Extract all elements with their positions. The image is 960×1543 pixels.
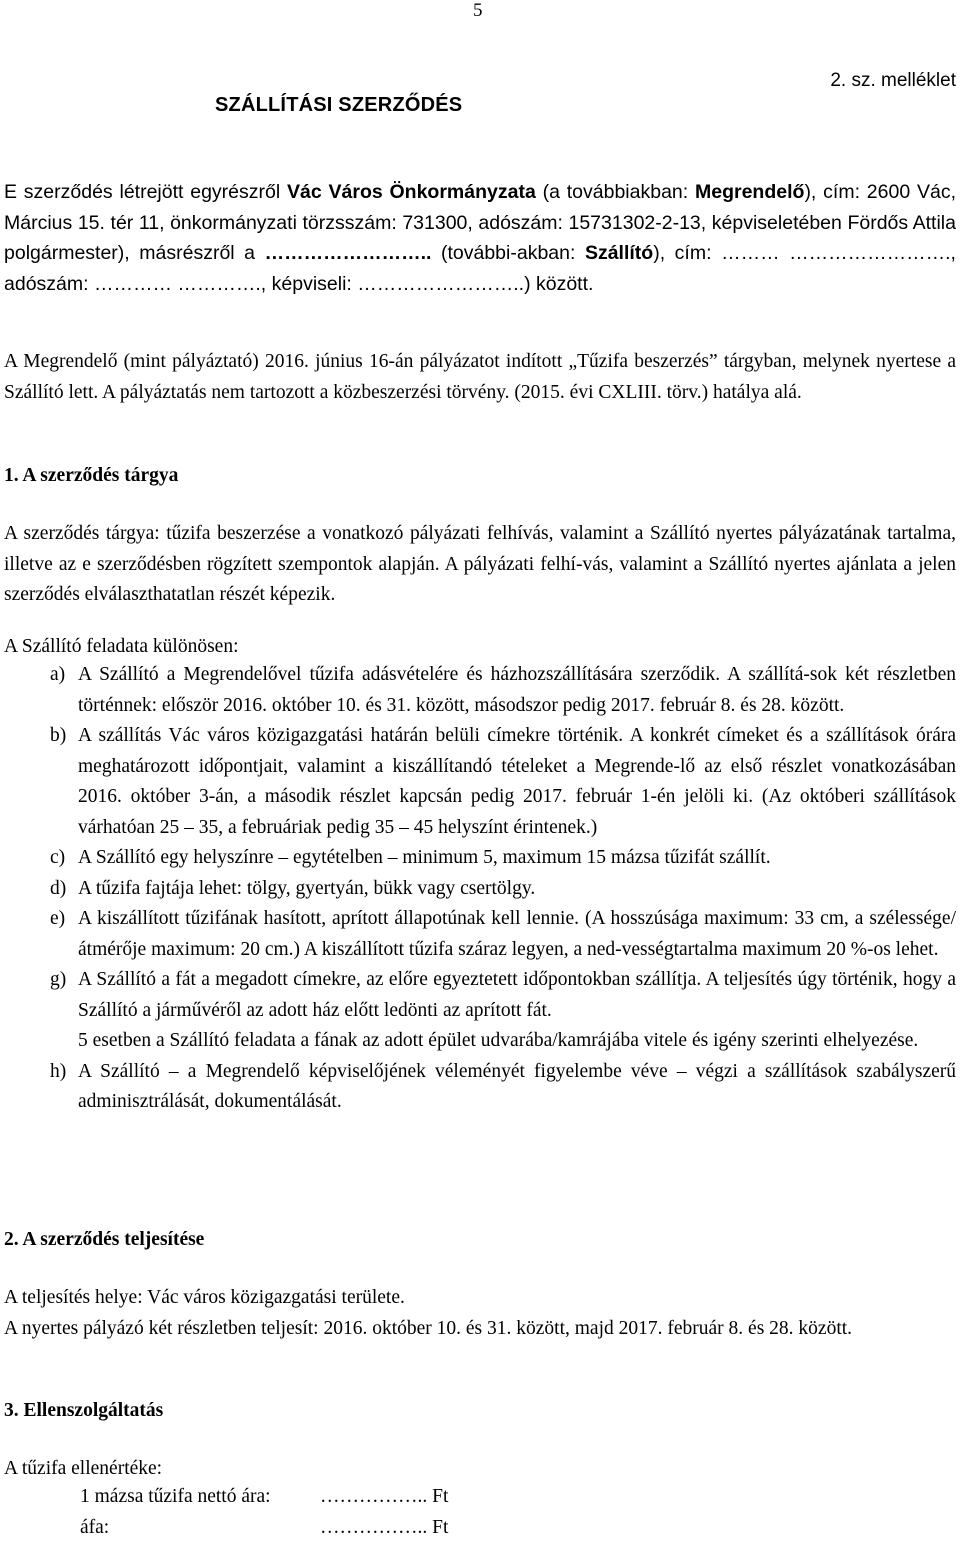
intro-text: E szerződés létrejött egyrészről — [4, 181, 287, 203]
item-text: A Szállító a Megrendelővel tűzifa adásvételére és házhozszállítására szerződik. A szállítá-sok két részletben történnek: először 2016. október 10. és 31. között, másodszor pedig 2017. február 8. és 28. között. — [78, 660, 956, 721]
supplier-role: Szállító — [585, 242, 653, 264]
section-1-heading: 1. A szerződés tárgya — [4, 461, 956, 492]
section-3-heading: 3. Ellenszolgáltatás — [4, 1396, 956, 1427]
client-role: Megrendelő — [695, 181, 804, 203]
price-value: …………….. Ft — [320, 1517, 448, 1538]
list-item — [50, 1057, 956, 1118]
item-text: A Szállító a fát a megadott címekre, az előre egyeztetett időpontokban szállítja. A teljesítés úgy történik, hogy a Szállító a járművéről az adott ház előtt ledönti az aprított fát. — [78, 969, 956, 1021]
item-label: d) — [50, 874, 78, 905]
schedule-text: A nyertes pályázó két részletben teljesít: 2016. október 10. és 31. között, majd 2017. február 8. és 28. között. — [4, 1314, 956, 1345]
price-row — [80, 1513, 448, 1543]
list-item — [50, 874, 956, 905]
annex-label: 2. sz. melléklet — [830, 70, 956, 92]
tasks-list — [50, 660, 956, 1118]
list-item — [50, 721, 956, 843]
item-label: a) — [50, 660, 78, 721]
intro-text: ), cím: ……… ……………………., adószám: ………… …………., képviseli: ……………………..) között. — [4, 242, 956, 295]
item-text: A Szállító – a Megrendelő képviselőjének véleményét figyelembe véve – végzi a szállítások szabályszerű adminisztrálását, dokumentálását. — [78, 1057, 956, 1118]
section-2-heading: 2. A szerződés teljesítése — [4, 1225, 956, 1256]
document-title: SZÁLLÍTÁSI SZERZŐDÉS — [215, 94, 462, 117]
list-item — [50, 843, 956, 874]
item-extra-text: 5 esetben a Szállító feladata a fának az adott épület udvarába/kamrájába vitele és igény szerinti elhelyezése. — [78, 1030, 918, 1051]
section-1-body — [4, 519, 956, 611]
tender-paragraph — [4, 347, 956, 408]
item-text: A kiszállított tűzifának hasított, aprított állapotúnak kell lennie. (A hosszúsága maximum: 33 cm, a szélessége/átmérője maximum: 20 cm.) A kiszállított tűzifa száraz legyen, a ned-vességtartalma maximum 20 %-os lehet. — [78, 904, 956, 965]
place-text: A teljesítés helye: Vác város közigazgatási területe. — [4, 1283, 956, 1314]
subject-text: A szerződés tárgya: tűzifa beszerzése a vonatkozó pályázati felhívás, valamint a Szállító nyertes pályázatának tartalma, illetve az e szerződésben rögzített szempontok alapján. A pályázati felhí-vás, valamint a Szállító nyertes ajánlata a jelen szerződés elválaszthatatlan részét képezik. — [4, 519, 956, 611]
intro-text: (további-akban: — [431, 242, 585, 264]
client-name: Vác Város Önkormányzata — [287, 181, 536, 203]
item-text: A tűzifa fajtája lehet: tölgy, gyertyán, bükk vagy csertölgy. — [78, 874, 956, 905]
section-2-body — [4, 1283, 956, 1344]
price-intro: A tűzifa ellenértéke: — [4, 1454, 956, 1485]
intro-text: (a továbbiakban: — [536, 181, 695, 203]
list-item — [50, 904, 956, 965]
intro-text: ), cím: 2600 Vác, Március 15. tér 11, önkormányzati törzsszám: 731300, adószám: 15731302-2-13, képviseletében Fördős Attila polgármester), másrészről a — [4, 181, 956, 264]
intro-paragraph — [4, 177, 956, 299]
tender-text: A Megrendelő (mint pályáztató) 2016. június 16-án pályázatot indított „Tűzifa beszerzés” tárgyban, melynek nyertese a Szállító lett. A pályáztatás nem tartozott a közbeszerzési törvény. (2015. évi CXLIII. törv.) hatálya alá. — [4, 347, 956, 408]
list-item — [50, 965, 956, 1057]
item-text: A Szállító egy helyszínre – egytételben – minimum 5, maximum 15 mázsa tűzifát szállít. — [78, 843, 956, 874]
page-number: 5 — [473, 0, 483, 22]
price-value: …………….. Ft — [320, 1486, 448, 1507]
price-row — [80, 1482, 448, 1513]
list-item — [50, 660, 956, 721]
item-label: c) — [50, 843, 78, 874]
price-label: 1 mázsa tűzifa nettó ára: — [80, 1482, 320, 1513]
tasks-intro: A Szállító feladata különösen: — [4, 632, 956, 663]
item-label: e) — [50, 904, 78, 965]
price-label: áfa: — [80, 1513, 320, 1543]
price-table — [80, 1482, 448, 1543]
item-label: g) — [50, 965, 78, 1057]
item-label: h) — [50, 1057, 78, 1118]
supplier-placeholder: …………………….. — [265, 242, 432, 264]
item-text: A szállítás Vác város közigazgatási határán belüli címekre történik. A konkrét címeket és a szállítások órára meghatározott időpontjait, valamint a kiszállítandó tételeket a Megrende-lő az első részlet vonatkozásában 2016. október 3-án, a második részlet kapcsán pedig 2017. február 1-én jelöli ki. (Az októberi szállítások várhatóan 25 – 35, a februáriak pedig 35 – 45 helyszínt érintenek.) — [78, 721, 956, 843]
item-label: b) — [50, 721, 78, 843]
